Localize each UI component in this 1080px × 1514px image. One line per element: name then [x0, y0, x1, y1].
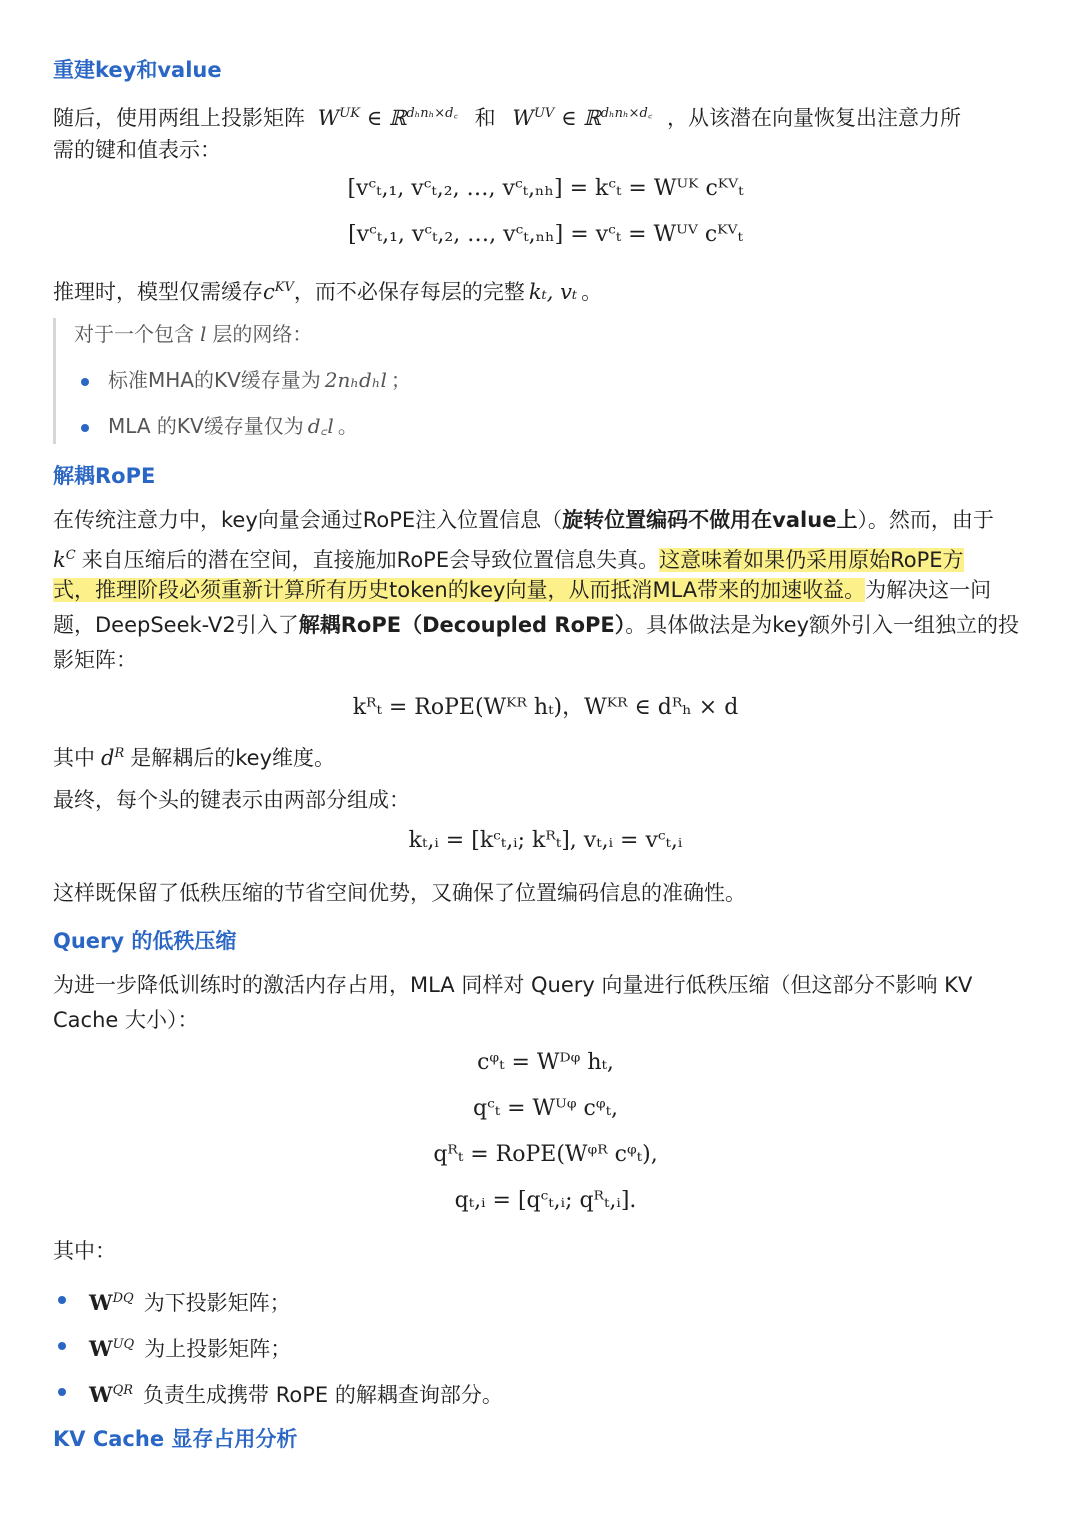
paragraph-rope-line5: 影矩阵： [53, 648, 137, 672]
equation-final-key: kₜ,ᵢ = [kᶜₜ,ᵢ; kᴿₜ], vₜ,ᵢ = vᶜₜ,ᵢ [408, 828, 683, 853]
paragraph-rope-line1: 在传统注意力中，key向量会通过RoPE注入位置信息（旋转位置编码不做用在value上）。然而，由于 [53, 508, 994, 532]
quote-list-item-mha: 标准MHA的KV缓存量为 2nₕdₕl ； [108, 368, 411, 392]
equation-query-concat: qₜ,ᵢ = [qᶜₜ,ᵢ; qᴿₜ,ᵢ]. [454, 1188, 637, 1213]
blockquote-cache-size [53, 318, 1041, 444]
paragraph-projection-cont: 需的键和值表示： [53, 138, 221, 162]
list-item-wuq: $W^{UQ}$ 为上投影矩阵； [89, 1336, 292, 1361]
paragraph-rope-line3: 式，推理阶段必须重新计算所有历史token的key向量，从而抵消MLA带来的加速收益。为解决这一问 [53, 578, 992, 602]
list-item-wdq: $W^{DQ}$ 为下投影矩阵； [89, 1290, 291, 1315]
quote-line: 对于一个包含 l 层的网络： [74, 322, 313, 346]
paragraph-cache: 推理时，模型仅需缓存$c^{KV}$，而不必保存每层的完整 kₜ, vₜ 。 [53, 280, 603, 304]
paragraph-conclusion: 这样既保留了低秩压缩的节省空间优势，又确保了位置编码信息的准确性。 [53, 881, 746, 905]
section-heading-reconstruct: 重建key和value [53, 58, 222, 82]
bullet-icon [58, 1388, 66, 1396]
equation-query-rope: qᴿₜ = RoPE(Wᵠᴿ cᵠₜ), [433, 1142, 658, 1167]
highlight: 这意味着如果仍采用原始RoPE方 [659, 548, 964, 572]
section-heading-decoupled-rope: 解耦RoPE [53, 464, 156, 488]
list-item-wqr: $W^{QR}$ 负责生成携带 RoPE 的解耦查询部分。 [89, 1382, 503, 1407]
paragraph-rope-dim: 其中 $d^R$ 是解耦后的key维度。 [53, 746, 336, 770]
paragraph-projection: 随后，使用两组上投影矩阵 $W^{UK}$ ∈ ℝ$^{d_hn_h\times d꜀}$ 和 $W^{UV}$ ∈ ℝ$^{d_hn_h\times d꜀}$ ，从该潜在向量恢复出注意力所 [53, 106, 962, 130]
paragraph-query-line1: 为进一步降低训练时的激活内存占用，MLA 同样对 Query 向量进行低秩压缩（但这部分不影响 KV [53, 973, 973, 997]
paragraph-rope-line2: $k^C$ 来自压缩后的潜在空间，直接施加RoPE会导致位置信息失真。这意味着如果仍采用原始RoPE方 [53, 548, 964, 572]
equation-key-recon: [vᶜₜ,₁, vᶜₜ,₂, …, vᶜₜ,ₙₕ] = kᶜₜ = Wᵁᴷ cᴷⱽₜ [347, 176, 744, 201]
equation-value-recon: [vᶜₜ,₁, vᶜₜ,₂, …, vᶜₜ,ₙₕ] = vᶜₜ = Wᵁⱽ cᴷⱽₜ [348, 222, 743, 247]
equation-query-up: qᶜₜ = Wᵁᵠ cᵠₜ, [473, 1096, 618, 1121]
quote-list-item-mla: MLA 的KV缓存量仅为 d꜀l 。 [108, 414, 358, 438]
bullet-icon [81, 424, 89, 432]
paragraph-where: 其中： [53, 1239, 116, 1263]
equation-query-down: cᵠₜ = Wᴰᵠ hₜ, [477, 1050, 614, 1075]
equation-rope-key: kᴿₜ = RoPE(Wᴷᴿ hₜ)，Wᴷᴿ ∈ dᴿₕ × d [352, 695, 739, 720]
bullet-icon [58, 1296, 66, 1304]
paragraph-query-line2: Cache 大小）： [53, 1008, 199, 1032]
section-heading-query-lowrank: Query 的低秩压缩 [53, 929, 237, 953]
bullet-icon [81, 378, 89, 386]
paragraph-rope-line4: 题，DeepSeek-V2引入了解耦RoPE（Decoupled RoPE）。具体做法是为key额外引入一组独立的投 [53, 613, 1019, 637]
section-heading-kv-cache: KV Cache 显存占用分析 [53, 1427, 298, 1451]
paragraph-final-key: 最终，每个头的键表示由两部分组成： [53, 788, 410, 812]
bullet-icon [58, 1342, 66, 1350]
highlight: 式，推理阶段必须重新计算所有历史token的key向量，从而抵消MLA带来的加速收益。 [53, 578, 866, 602]
